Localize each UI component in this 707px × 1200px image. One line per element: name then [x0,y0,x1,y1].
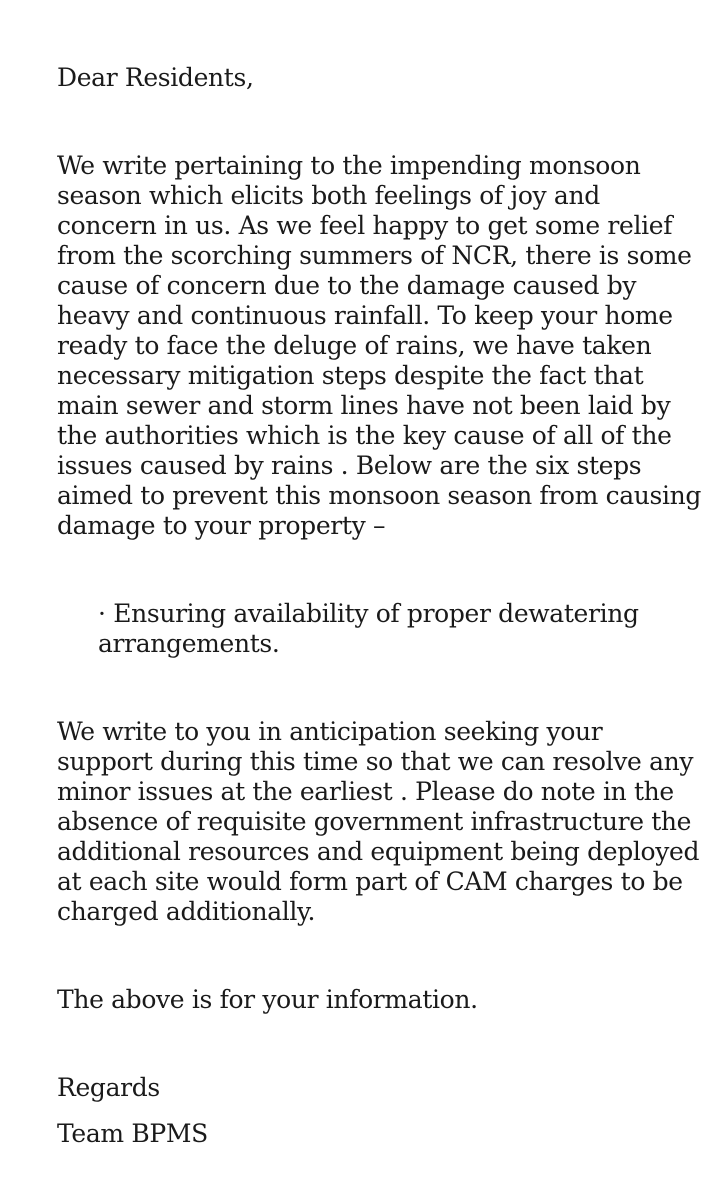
paragraph-support: We write to you in anticipation seeking your support during this time so that we can resolve any minor issues at the earliest . Please do note in the absence of requisite government infrastructure the additional resources and equipment being deployed at each site would form part of CAM charges to be charged additionally. [57,717,700,926]
signature: Team BPMS [57,1119,208,1148]
closing: Regards [57,1073,160,1102]
greeting: Dear Residents, [57,63,254,92]
list-item: · Ensuring availability of proper dewatering arrangements. [98,599,639,658]
paragraph-intro: We write pertaining to the impending monsoon season which elicits both feelings of joy and concern in us. As we feel happy to get some relief from the scorching summers of NCR, there is some cause of concern due to the damage caused by heavy and continuous rainfall. To keep your home ready to face the deluge of rains, we have taken necessary mitigation steps despite the fact that main sewer and storm lines have not been laid by the authorities which is the key cause of all of the issues caused by rains . Below are the six steps aimed to prevent this monsoon season from causing damage to your property – [57,151,702,540]
steps-list [57,599,702,659]
info-line: The above is for your information. [57,985,478,1014]
letter-body [57,63,702,1149]
